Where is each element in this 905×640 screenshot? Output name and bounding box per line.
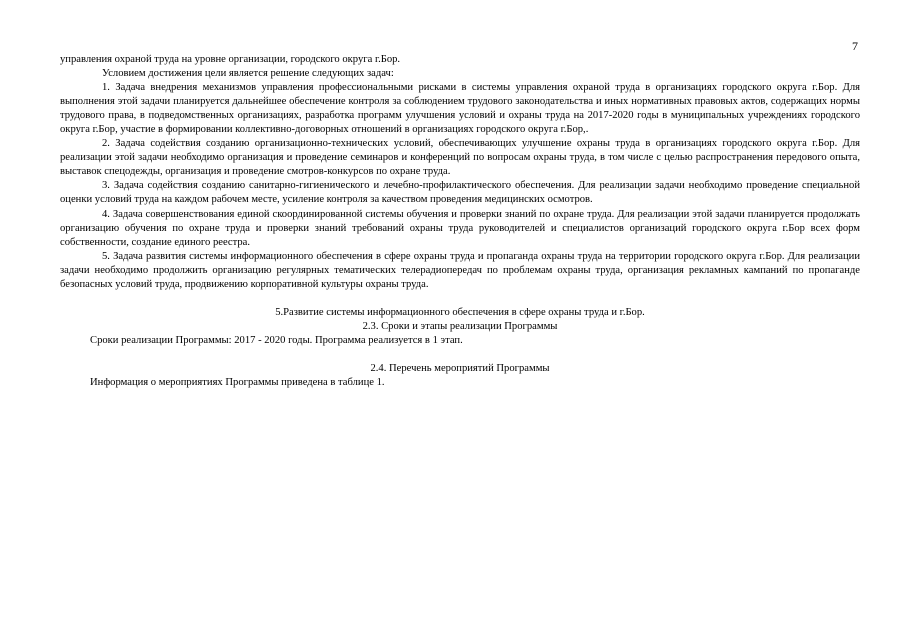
paragraph-program-terms: Сроки реализации Программы: 2017 - 2020 годы. Программа реализуется в 1 этап. xyxy=(90,334,463,346)
paragraph-continuation: управления охраной труда на уровне организации, городского округа г.Бор. xyxy=(60,54,401,65)
paragraph-task-2: 2. Задача содействия созданию организационно-технических условий, обеспечивающих улучшение охраны труда в организациях городского округа г.Бор. Для реализации этой задачи необходимо организация и проведение семинаров и конференций по вопросам охраны труда, в том числе с целью распространения передового опыта, выставок спецодежды, организация и проведение смотров-конкурсов по охране труда. xyxy=(60,138,860,178)
centered-item-5: 5.Развитие системы информационного обеспечения в сфере охраны труда и г.Бор. xyxy=(275,306,645,318)
paragraph-program-measures: Информация о мероприятиях Программы приведена в таблице 1. xyxy=(90,376,385,388)
paragraph-task-5: 5. Задача развития системы информационного обеспечения в сфере охраны труда и пропаганда охраны труда на территории городского округа г.Бор. Для реализации задачи необходимо продолжить организацию регулярных тематических телерадиопередач по проблемам охраны труда, организация рекламных кампаний по пропаганде безопасных условий труда, продвижению корпоративной культуры охраны труда. xyxy=(60,250,860,290)
blank-line xyxy=(60,292,860,306)
paragraph-tasks-intro: Условием достижения цели является решение следующих задач: xyxy=(102,68,394,80)
page-number: 7 xyxy=(852,39,858,53)
blank-line xyxy=(60,348,860,362)
section-heading-2-4: 2.4. Перечень мероприятий Программы xyxy=(370,362,550,374)
document-body xyxy=(60,53,860,390)
section-heading-2-3: 2.3. Сроки и этапы реализации Программы xyxy=(362,320,558,332)
paragraph-task-3: 3. Задача содействия созданию санитарно-гигиенического и лечебно-профилактического обеспечения. Для реализации задачи необходимо проведение специальной оценки условий труда на каждом рабочем месте, усиление контроля за качеством проведения медицинских осмотров. xyxy=(60,180,860,206)
paragraph-task-1: 1. Задача внедрения механизмов управления профессиональными рисками в системы управления охраной труда в организациях городского округа г.Бор. Для выполнения этой задачи планируется дальнейшее обеспечение контроля за соблюдением трудового законодательства и иных нормативных правовых актов, содержащих нормы трудового права, в подведомственных организациях, разработка программ улучшения условий и охраны труда на 2017-2020 годы в муниципальных учреждениях городского округа г.Бор, участие в формировании коллективно-договорных отношений в организациях городского округа г.Бор,. xyxy=(60,82,860,136)
paragraph-task-4: 4. Задача совершенствования единой скоординированной системы обучения и проверки знаний по охране труда. Для реализации этой задачи планируется продолжать организацию обучения по охране труда и проверки знаний требований охраны труда руководителей и специалистов организаций городского округа г.Бор всех форм собственности, создание единого реестра. xyxy=(60,208,860,248)
